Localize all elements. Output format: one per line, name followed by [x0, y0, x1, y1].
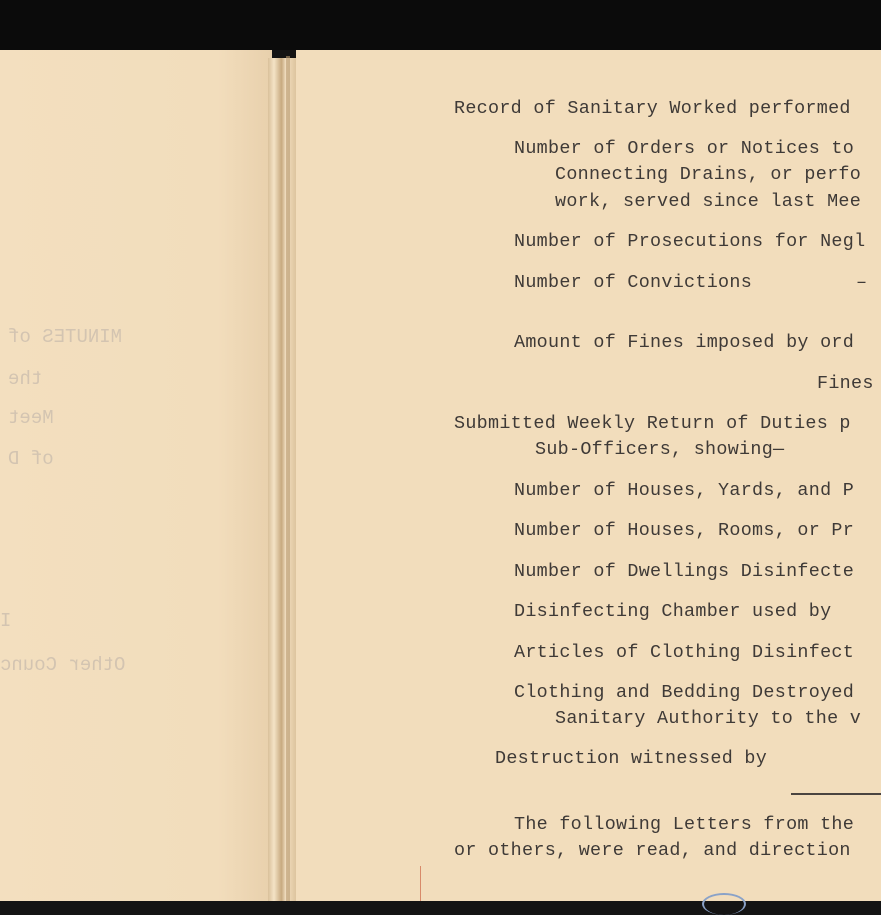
right-page [296, 50, 881, 901]
destruction-line: Destruction witnessed by [495, 748, 768, 769]
ghost-text-line: I [0, 610, 12, 632]
orders-line: Number of Orders or Notices to [514, 138, 855, 159]
orders-line-cont: Connecting Drains, or perfo [555, 164, 862, 185]
chamber-line: Disinfecting Chamber used by [514, 601, 832, 622]
ghost-text-line: Meet [8, 407, 54, 429]
handwriting-mark [702, 893, 746, 915]
ghost-text-line: Other Counc [0, 654, 126, 676]
weekly-return-line: Submitted Weekly Return of Duties p [454, 413, 851, 434]
letters-line: The following Letters from the [514, 814, 855, 835]
houses-rooms-line: Number of Houses, Rooms, or Pr [514, 520, 855, 541]
left-page [0, 50, 272, 901]
signature-rule [791, 793, 881, 795]
clothing-destroyed-cont: Sanitary Authority to the v [555, 708, 862, 729]
ghost-text-line: the [8, 368, 43, 390]
orders-line-cont: work, served since last Mee [555, 191, 862, 212]
weekly-return-cont: Sub-Officers, showing— [535, 439, 785, 460]
articles-line: Articles of Clothing Disinfect [514, 642, 855, 663]
fines-label: Fines [817, 373, 874, 394]
letters-line-cont: or others, were read, and direction [454, 840, 851, 861]
houses-yards-line: Number of Houses, Yards, and P [514, 480, 855, 501]
clothing-destroyed-line: Clothing and Bedding Destroyed [514, 682, 855, 703]
ghost-text-line: of D [8, 448, 54, 470]
scanner-top-border [0, 0, 881, 50]
book-gutter [268, 58, 298, 901]
convictions-line: Number of Convictions [514, 272, 753, 293]
fines-amount-line: Amount of Fines imposed by ord [514, 332, 855, 353]
dwellings-line: Number of Dwellings Disinfecte [514, 561, 855, 582]
ghost-text-line: MINUTES of [8, 326, 123, 348]
record-heading: Record of Sanitary Worked performed [454, 98, 851, 119]
gutter-shadow [286, 56, 290, 901]
prosecutions-line: Number of Prosecutions for Negl [514, 231, 866, 252]
margin-red-line [420, 866, 421, 901]
convictions-dash: – [856, 272, 868, 293]
